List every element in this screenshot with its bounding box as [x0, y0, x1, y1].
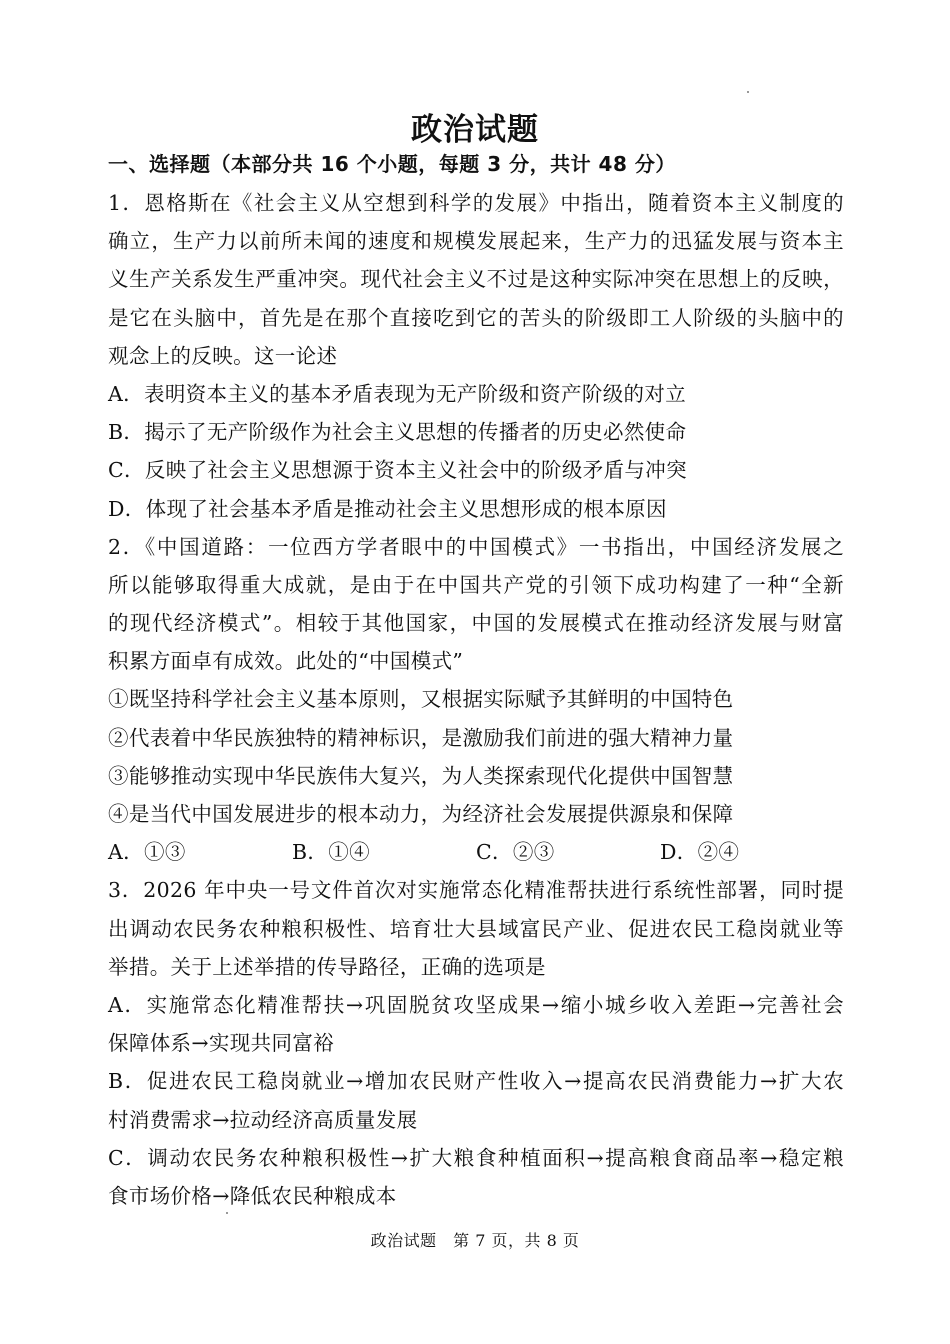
question-3-option-a-cont: 保障体系→实现共同富裕 — [108, 1031, 335, 1056]
question-3-option-b: B．促进农民工稳岗就业→增加农民财产性收入→提高农民消费能力→扩大农 — [108, 1069, 844, 1094]
question-2-option-b: B．①④ — [292, 840, 370, 865]
question-2-stem-line: 2．《中国道路：一位西方学者眼中的中国模式》一书指出，中国经济发展之 — [108, 534, 844, 559]
question-2-option-c: C．②③ — [476, 840, 555, 865]
page-title: 政治试题 — [411, 112, 539, 148]
question-1-option-c: C．反映了社会主义思想源于资本主义社会中的阶级矛盾与冲突 — [108, 458, 687, 483]
question-2-item-3: ③能够推动实现中华民族伟大复兴，为人类探索现代化提供中国智慧 — [108, 763, 734, 788]
question-2-stem-line: 积累方面卓有成效。此处的“中国模式” — [108, 649, 464, 674]
question-1-stem-line: 观念上的反映。这一论述 — [108, 343, 338, 368]
question-3-stem-line: 3．2026 年中央一号文件首次对实施常态化精准帮扶进行系统性部署，同时提 — [108, 878, 844, 903]
question-1-stem-line: 确立，生产力以前所未闻的速度和规模发展起来，生产力的迅猛发展与资本主 — [108, 229, 844, 254]
question-2-option-a: A．①③ — [108, 840, 186, 865]
question-2-item-1: ①既坚持科学社会主义基本原则，又根据实际赋予其鲜明的中国特色 — [108, 687, 734, 712]
question-3-option-b-cont: 村消费需求→拉动经济高质量发展 — [108, 1107, 418, 1132]
question-2-stem-line: 所以能够取得重大成就，是由于在中国共产党的引领下成功构建了一种“全新 — [108, 572, 844, 597]
question-3-stem-line: 出调动农民务农种粮积极性、培育壮大县域富民产业、促进农民工稳岗就业等 — [108, 916, 844, 941]
question-3-option-a: A．实施常态化精准帮扶→巩固脱贫攻坚成果→缩小城乡收入差距→完善社会 — [108, 992, 844, 1017]
question-1-option-a: A．表明资本主义的基本矛盾表现为无产阶级和资产阶级的对立 — [108, 381, 687, 406]
question-2-item-2: ②代表着中华民族独特的精神标识，是激励我们前进的强大精神力量 — [108, 725, 734, 750]
question-1-stem-line: 义生产关系发生严重冲突。现代社会主义不过是这种实际冲突在思想上的反映， — [108, 267, 844, 292]
question-2-options — [108, 833, 844, 871]
question-3-stem-line: 举措。关于上述举措的传导路径，正确的选项是 — [108, 954, 546, 979]
section-heading: 一、选择题（本部分共 16 个小题，每题 3 分，共计 48 分） — [108, 152, 676, 176]
question-2-option-d: D．②④ — [660, 840, 740, 865]
question-1-stem-line: 是它在头脑中，首先是在那个直接吃到它的苦头的阶级即工人阶级的头脑中的 — [108, 305, 844, 330]
question-2-stem-line: 的现代经济模式”。相较于其他国家，中国的发展模式在推动经济发展与财富 — [108, 611, 844, 636]
question-3-option-c-cont: 食市场价格→降低农民种粮成本 — [108, 1183, 397, 1208]
scan-speck — [747, 91, 749, 93]
question-1-option-d: D．体现了社会基本矛盾是推动社会主义思想形成的根本原因 — [108, 496, 667, 521]
question-2-item-4: ④是当代中国发展进步的根本动力，为经济社会发展提供源泉和保障 — [108, 802, 734, 826]
question-1-stem-line: 1．恩格斯在《社会主义从空想到科学的发展》中指出，随着资本主义制度的 — [108, 191, 844, 215]
question-3 — [108, 871, 844, 1215]
question-2 — [108, 528, 844, 872]
question-1 — [108, 184, 844, 528]
questions — [108, 184, 844, 1215]
question-1-option-b: B．揭示了无产阶级作为社会主义思想的传播者的历史必然使命 — [108, 420, 687, 445]
question-3-option-c: C．调动农民务农种粮积极性→扩大粮食种植面积→提高粮食商品率→稳定粮 — [108, 1145, 844, 1170]
page-footer: 政治试题 第 7 页，共 8 页 — [370, 1231, 580, 1250]
